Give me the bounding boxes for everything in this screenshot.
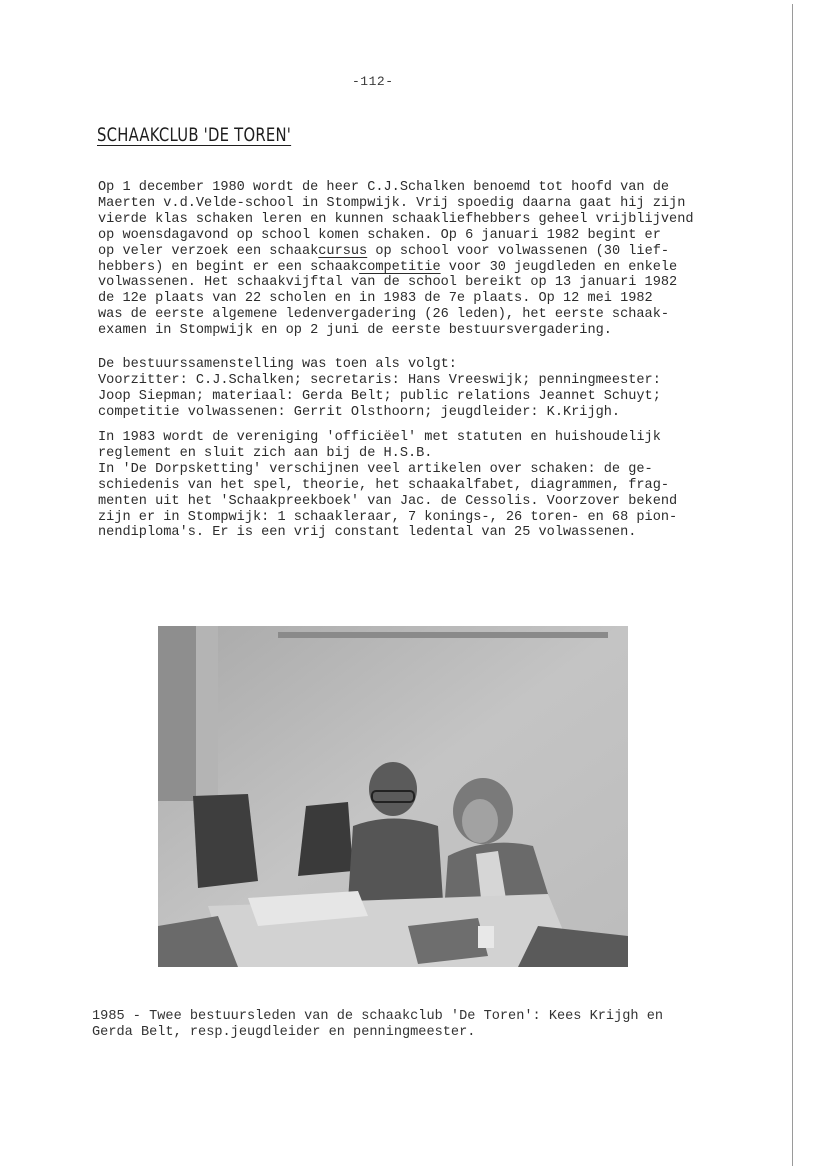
caption-line: 1985 - Twee bestuursleden van de schaakclub 'De Toren': Kees Krijgh en — [92, 1009, 664, 1024]
text-line: was de eerste algemene ledenvergadering (26 leden), het eerste schaak- — [98, 307, 670, 323]
page-title: SCHAAKCLUB 'DE TOREN' — [97, 124, 292, 146]
photo-window-frame — [158, 626, 198, 801]
photo-cup — [478, 926, 494, 948]
text-line: competitie volwassenen: Gerrit Olsthoorn; jeugdleider: K.Krijgh. — [98, 404, 621, 420]
text-line-part: hebbers) en begint er een schaak — [98, 259, 360, 275]
text-line: zijn er in Stompwijk: 1 schaakleraar, 7 konings-, 26 toren- en 68 pion- — [98, 509, 678, 525]
photo-chair-middle — [298, 802, 353, 876]
text-line: vierde klas schaken leren en kunnen schaakliefhebbers geheel vrijblijvend — [98, 211, 694, 227]
photo-board-members — [158, 626, 628, 967]
text-line: In 1983 wordt de vereniging 'officiëel' met statuten en huishoudelijk — [98, 430, 661, 445]
text-line: reglement en sluit zich aan bij de H.S.B. — [98, 445, 433, 461]
text-line: Voorzitter: C.J.Schalken; secretaris: Hans Vreeswijk; penningmeester: — [98, 372, 661, 388]
photo-rail — [278, 632, 608, 638]
text-line: In 'De Dorpsketting' verschijnen veel artikelen over schaken: de ge- — [98, 461, 653, 477]
text-line: Maerten v.d.Velde-school in Stompwijk. Vrij spoedig daarna gaat hij zijn — [98, 195, 686, 211]
text-line: volwassenen. Het schaakvijftal van de school bereikt op 13 januari 1982 — [98, 275, 678, 291]
text-line: de 12e plaats van 22 scholen en in 1983 de 7e plaats. Op 12 mei 1982 — [98, 291, 653, 307]
photo-illustration — [158, 626, 628, 967]
text-line-part: op veler verzoek een schaak — [98, 243, 319, 259]
text-line: De bestuurssamenstelling was toen als volgt: — [98, 357, 457, 372]
page-number: -112- — [352, 74, 394, 89]
underlined-word-cursus: cursus — [318, 243, 368, 259]
photo-man-body — [348, 819, 443, 902]
text-line: Op 1 december 1980 wordt de heer C.J.Schalken benoemd tot hoofd van de — [98, 180, 670, 195]
photo-chair-left — [193, 794, 258, 888]
text-line: examen in Stompwijk en op 2 juni de eerste bestuursvergadering. — [98, 323, 612, 339]
text-line: schiedenis van het spel, theorie, het schaakalfabet, diagrammen, frag- — [98, 477, 670, 493]
photo-man-head — [369, 762, 417, 816]
paragraph-association — [98, 430, 718, 541]
text-line: menten uit het 'Schaakpreekboek' van Jac. de Cessolis. Voorzover bekend — [98, 493, 678, 509]
photo-book — [408, 918, 488, 964]
text-line: op woensdagavond op school komen schaken. Op 6 januari 1982 begint er — [98, 227, 661, 243]
paragraph-board — [98, 357, 718, 421]
text-line-part: voor 30 jeugdleden en enkele — [440, 259, 678, 275]
text-line: Joop Siepman; materiaal: Gerda Belt; public relations Jeannet Schuyt; — [98, 388, 661, 404]
scan-page-edge — [792, 4, 793, 1166]
caption-line: Gerda Belt, resp.jeugdleider en penningmeester. — [92, 1025, 476, 1041]
paragraph-history — [98, 180, 718, 339]
text-line: nendiploma's. Er is een vrij constant ledental van 25 volwassenen. — [98, 525, 637, 541]
text-line-part: op school voor volwassenen (30 lief- — [367, 243, 670, 259]
photo-caption — [92, 1009, 663, 1042]
underlined-word-competitie: competitie — [359, 259, 441, 275]
